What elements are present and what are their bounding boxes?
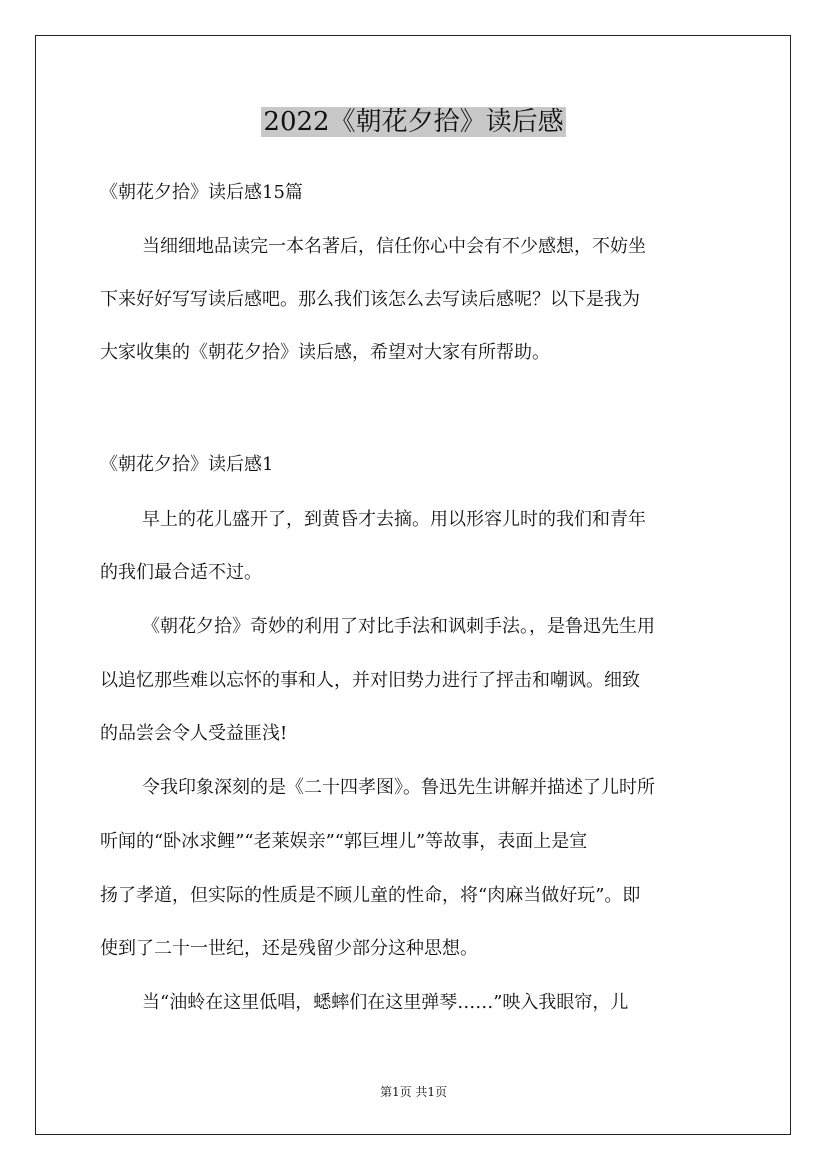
page-footer: 第1页 共1页 [379,1085,448,1099]
body-line: 令我印象深刻的是《二十四孝图》。鲁迅先生讲解并描述了儿时所 [142,777,655,798]
subtitle: 《朝花夕拾》读后感15篇 [100,182,303,203]
body-line: 以追忆那些难以忘怀的事和人，并对旧势力进行了抨击和嘲讽。细致 [100,670,640,691]
intro-line: 当细细地品读完一本名著后，信任你心中会有不少感想，不妨坐 [142,236,646,257]
document-title-text: 2022《朝花夕拾》读后感 [263,107,564,137]
body-line: 扬了孝道，但实际的性质是不顾儿童的性命，将“肉麻当做好玩”。即 [100,885,641,906]
body-line: 早上的花儿盛开了，到黄昏才去摘。用以形容儿时的我们和青年 [142,509,646,530]
body-line: 使到了二十一世纪，还是残留少部分这种思想。 [100,938,478,959]
document-title [0,103,827,141]
body-line: 的品尝会令人受益匪浅! [100,723,288,744]
section-heading: 《朝花夕拾》读后感1 [100,454,274,475]
body-line: 的我们最合适不过。 [100,562,262,583]
intro-line: 下来好好写写读后感吧。那么我们该怎么去写读后感呢？以下是我为 [100,289,640,310]
body-line: 听闻的“卧冰求鲤”“老莱娱亲”“郭巨埋儿”等故事，表面上是宣 [100,831,588,852]
intro-line: 大家收集的《朝花夕拾》读后感，希望对大家有所帮助。 [100,342,550,363]
body-line: 当“油蛉在这里低唱，蟋蟀们在这里弹琴……”映入我眼帘，儿 [142,992,629,1013]
body-line: 《朝花夕拾》奇妙的利用了对比手法和讽刺手法。，是鲁迅先生用 [142,616,655,637]
